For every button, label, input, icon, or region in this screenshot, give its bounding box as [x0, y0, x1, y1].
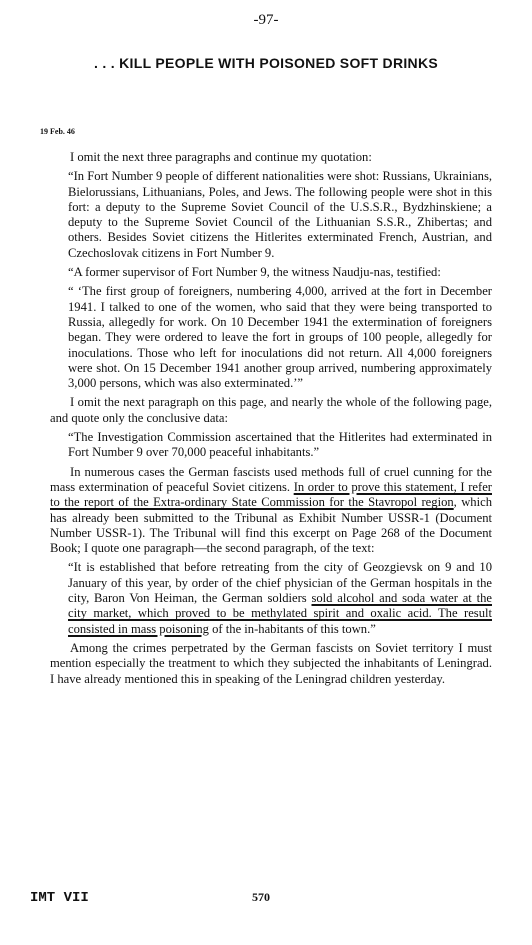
page-number: -97- — [253, 12, 279, 28]
underlined-passage-2: sold alcohol and soda water at the city market, which proved to be methylated spirit and oxalic acid. The result consisted in mass poisoning — [68, 591, 492, 636]
paragraph-8-part-c: of the in-habitants of this town.” — [208, 621, 376, 636]
document-body — [50, 150, 492, 691]
date-stamp: 19 Feb. 46 — [40, 127, 75, 136]
volume-label: IMT VII — [30, 890, 89, 906]
paragraph-9: Among the crimes perpetrated by the German fascists on Soviet territory I must mention especially the treatment to which they subjected the inhabitants of Leningrad. I have already mentioned this in speaking of the Leningrad children yesterday. — [50, 640, 492, 686]
paragraph-2: “In Fort Number 9 people of different nationalities were shot: Russians, Ukrainians, Bielorussians, Lithuanians, Poles, and Jews. The following people were shot in this fort: a deputy to the Supreme Soviet Council of the U.S.S.R., Bydzhinskiene; a deputy to the Supreme Soviet Council of the Lithuanian S.S.R., Zhibertas; and others. Besides Soviet citizens the Hitlerites exterminated French, Austrian, and Czechoslovak citizens in Fort Number 9. — [68, 169, 492, 260]
underlined-passage-1: In order to prove this statement, I refer to the report of the Extra-ordinary State Commission for the Stavropol region — [50, 479, 492, 510]
paragraph-7 — [50, 465, 492, 557]
page-heading: . . . KILL PEOPLE WITH POISONED SOFT DRINKS — [94, 55, 438, 71]
paragraph-1: I omit the next three paragraphs and continue my quotation: — [70, 150, 372, 164]
paragraph-7-part-c: , which has already been submitted to the Tribunal as Exhibit Number USSR-1 (Document Number USSR-1). The Tribunal will find this excerpt on Page 268 of the Document Book; I quote one paragraph—the second paragraph, of the text: — [50, 495, 492, 556]
paragraph-5: I omit the next paragraph on this page, and nearly the whole of the following page, and quote only the conclusive data: — [50, 395, 492, 425]
paragraph-4: “ ‘The first group of foreigners, numbering 4,000, arrived at the fort in December 1941. I talked to one of the women, who said that they were being transported to Russia, allegedly for work. On 10 December 1941 the extermination of foreigners began. They were ordered to leave the fort in groups of 100 people, allegedly for inoculations. Those who left for inoculations did not return. All 4,000 foreigners were shot. On 15 December 1941 another group arrived, numbering approximately 3,000 persons, which was also exterminated.’” — [68, 284, 492, 391]
paragraph-8-part-a: “It is established that before retreating from the city of Geozgievsk on 9 and 10 January of this year, by order of the chief physician of the German hospitals in the city, Baron Von Heiman, the German soldiers — [68, 560, 492, 606]
paragraph-7-part-a: In numerous cases the German fascists used methods full of cruel cunning for the mass extermination of peaceful Soviet citizens. — [50, 464, 492, 494]
paragraph-3: “A former supervisor of Fort Number 9, the witness Naudju-nas, testified: — [68, 265, 441, 280]
paragraph-6: “The Investigation Commission ascertained that the Hitlerites had exterminated in Fort Number 9 over 70,000 peaceful inhabitants.” — [68, 430, 492, 460]
paragraph-8 — [50, 560, 492, 636]
footer-page-number: 570 — [252, 890, 270, 904]
